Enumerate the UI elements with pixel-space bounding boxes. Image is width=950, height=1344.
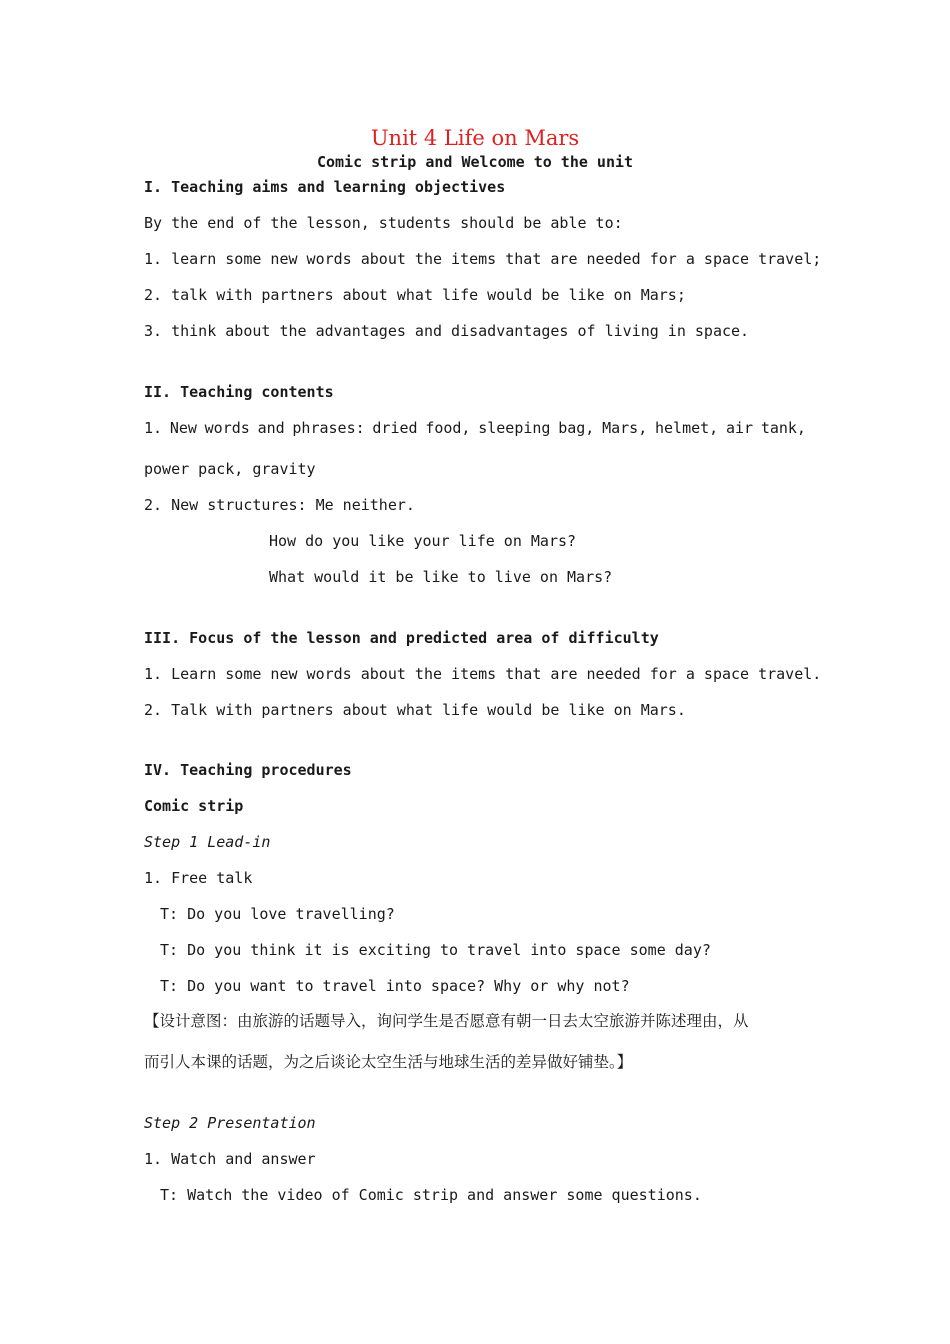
focus-item: 1. Learn some new words about the items that are needed for a space travel.: [144, 665, 822, 683]
dialogue-line: T: Watch the video of Comic strip and answer some questions.: [160, 1186, 702, 1204]
word: helmet,: [655, 419, 719, 437]
design-note: 而引人本课的话题，为之后谈论太空生活与地球生活的差异做好铺垫。】: [144, 1053, 633, 1071]
document-title: Unit 4 Life on Mars: [370, 126, 580, 150]
word: New: [169, 419, 197, 437]
word: Mars,: [602, 419, 648, 437]
word: phrases:: [292, 419, 365, 437]
step-task: 1. Watch and answer: [144, 1150, 316, 1168]
document-subtitle: Comic strip and Welcome to the unit: [316, 153, 634, 171]
word: tank,: [760, 419, 806, 437]
section-heading-contents: II. Teaching contents: [144, 383, 334, 401]
word: and: [257, 419, 285, 437]
words-line-justified: [144, 418, 806, 438]
structures-label: 2. New structures: Me neither.: [144, 496, 415, 514]
word: food,: [425, 419, 471, 437]
step-task: 1. Free talk: [144, 869, 253, 887]
design-note: 【设计意图：由旅游的话题导入，询问学生是否愿意有朝一日去太空旅游并陈述理由，从: [144, 1012, 749, 1030]
section-heading-focus: III. Focus of the lesson and predicted area of difficulty: [144, 629, 659, 647]
structure-sentence: What would it be like to live on Mars?: [269, 568, 613, 586]
section-heading-procedures: IV. Teaching procedures: [144, 761, 352, 779]
structure-sentence: How do you like your life on Mars?: [269, 532, 577, 550]
words-line-continued: power pack, gravity: [144, 460, 316, 478]
aims-item: 2. talk with partners about what life would be like on Mars;: [144, 286, 686, 304]
dialogue-line: T: Do you think it is exciting to travel into space some day?: [160, 941, 711, 959]
aims-item: 3. think about the advantages and disadvantages of living in space.: [144, 322, 750, 340]
aims-intro: By the end of the lesson, students should be able to:: [144, 214, 623, 232]
word: bag,: [558, 419, 595, 437]
focus-item: 2. Talk with partners about what life would be like on Mars.: [144, 701, 686, 719]
word: 1.: [144, 419, 163, 437]
procedures-subheading: Comic strip: [144, 797, 244, 815]
dialogue-line: T: Do you love travelling?: [160, 905, 395, 923]
word: words: [204, 419, 250, 437]
step-title: Step 2 Presentation: [144, 1114, 316, 1132]
aims-item: 1. learn some new words about the items that are needed for a space travel;: [144, 250, 822, 268]
word: dried: [372, 419, 418, 437]
word: sleeping: [478, 419, 551, 437]
section-heading-aims: I. Teaching aims and learning objectives: [144, 178, 506, 196]
word: air: [725, 419, 754, 437]
step-title: Step 1 Lead-in: [144, 833, 271, 851]
dialogue-line: T: Do you want to travel into space? Why or why not?: [160, 977, 630, 995]
